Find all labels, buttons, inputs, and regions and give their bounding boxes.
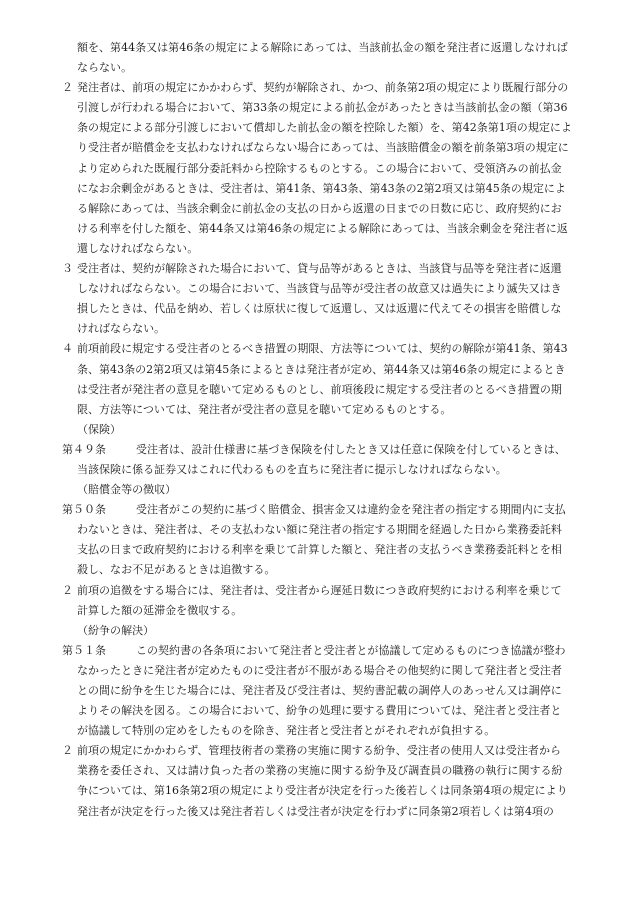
article-text: 受注者は、設計仕様書に基づき保険を付したとき又は任意に保険を付しているときは、当該保険に係る証券又はこれに代わるものを直ちに発注者に提示しなければならない。 (77, 442, 566, 476)
continuation-paragraph: 額を、第44条又は第46条の規定による解除にあっては、当該前払金の額を発注者に返還しなければならない。 (77, 41, 568, 75)
article-caption-insurance: （保険） (77, 422, 122, 436)
clause-text: 前項の規定にかかわらず、管理技術者の業務の実施に関する紛争、受注者の使用人又は受注者から業務を委任され、又は請け負った者の業務の実施に関する紛争及び調査員の職務の執行に関する紛争については、第16条第2項の規定により受注者が決定を行った後若しくは同条第4項の規定により発注者が決定を行った後又は発注者若しくは受注者が決定を行わずに同条第2項若しくは第4項の (77, 744, 568, 818)
article-caption-compensation: （賠償金等の徴収） (77, 483, 177, 497)
article-number: 第４９条 (62, 442, 107, 456)
clause-item-2 (62, 78, 572, 259)
clause-item-4 (62, 339, 572, 419)
clause-number: ２ (62, 744, 74, 758)
clause-number: ４ (62, 342, 74, 356)
clause-text: 前項の追徴をする場合には、発注者は、受注者から遅延日数につき政府契約における利率を乗じて計算した額の延滞金を徴収する。 (77, 583, 562, 617)
clause-number: ３ (62, 262, 74, 276)
article-text: この契約書の各条項において発注者と受注者とが協議して定めるものにつき協議が整わなかったときに発注者が定めたものに受注者が不服がある場合その他契約に関して発注者と受注者との間に紛争を生じた場合には、発注者及び受注者は、契約書記載の調停人のあっせん又は調停によりその解決を図る。この場合において、紛争の処理に要する費用については、発注者と受注者とが協議して特別の定めをしたものを除き、発注者と受注者とがそれぞれが負担する。 (77, 643, 566, 738)
article-51 (62, 641, 572, 741)
clause-text: 発注者は、前項の規定にかかわらず、契約が解除され、かつ、前条第2項の規定により既履行部分の引渡しが行われる場合において、第33条の規定による前払金があったときは当該前払金の額（第36条の規定による部分引渡しにおいて償却した前払金の額を控除した額）を、第42条第1項の規定により受注者が賠償金を支払わなければならない場合にあっては、当該賠償金の額を前条第3項の規定により定められた既履行部分委託料から控除するものとする。この場合において、受領済みの前払金になお余剰金があるときは、受注者は、第41条、第43条、第43条の2第2項又は第45条の規定による解除にあっては、当該余剰金に前払金の支払の日から返還の日までの日数に応じ、政府契約における利率を付した額を、第44条又は第46条の規定による解除にあっては、当該余剰金を発注者に返還しなければならない。 (77, 81, 572, 255)
clause-text: 前項前段に規定する受注者のとるべき措置の期限、方法等については、契約の解除が第41条、第43条、第43条の2第2項又は第45条によるときは発注者が定め、第44条又は第46条の規定によるときは受注者が発注者の意見を聴いて定めるものとし、前項後段に規定する受注者のとるべき措置の期限、方法等については、発注者が受注者の意見を聴いて定めるものとする。 (77, 342, 568, 416)
clause-item-51-2 (62, 741, 572, 821)
clause-item-3 (62, 259, 572, 339)
clause-number: ２ (62, 81, 74, 95)
clause-text: 受注者は、契約が解除された場合において、貸与品等があるときは、当該貸与品等を発注者に返還しなければならない。この場合において、当該貸与品等が受注者の故意又は過失により滅失又はき損したときは、代品を納め、若しくは原状に復して返還し、又は返還に代えてその損害を賠償しなければならない。 (77, 262, 562, 336)
article-number: 第５０条 (62, 503, 107, 517)
article-caption-dispute: （紛争の解決） (77, 623, 155, 637)
article-50 (62, 500, 572, 580)
article-text: 受注者がこの契約に基づく賠償金、損害金又は違約金を発注者の指定する期間内に支払わないときは、発注者は、その支払わない額に発注者の指定する期間を経過した日から業務委託料支払の日まで政府契約における利率を乗じて計算した額と、発注者の支払うべき業務委託料とを相殺し、なお不足があるときは追徴する。 (77, 503, 566, 577)
clause-number: ２ (62, 583, 74, 597)
article-number: 第５１条 (62, 643, 107, 657)
article-49 (62, 440, 572, 480)
clause-item-50-2 (62, 581, 572, 621)
